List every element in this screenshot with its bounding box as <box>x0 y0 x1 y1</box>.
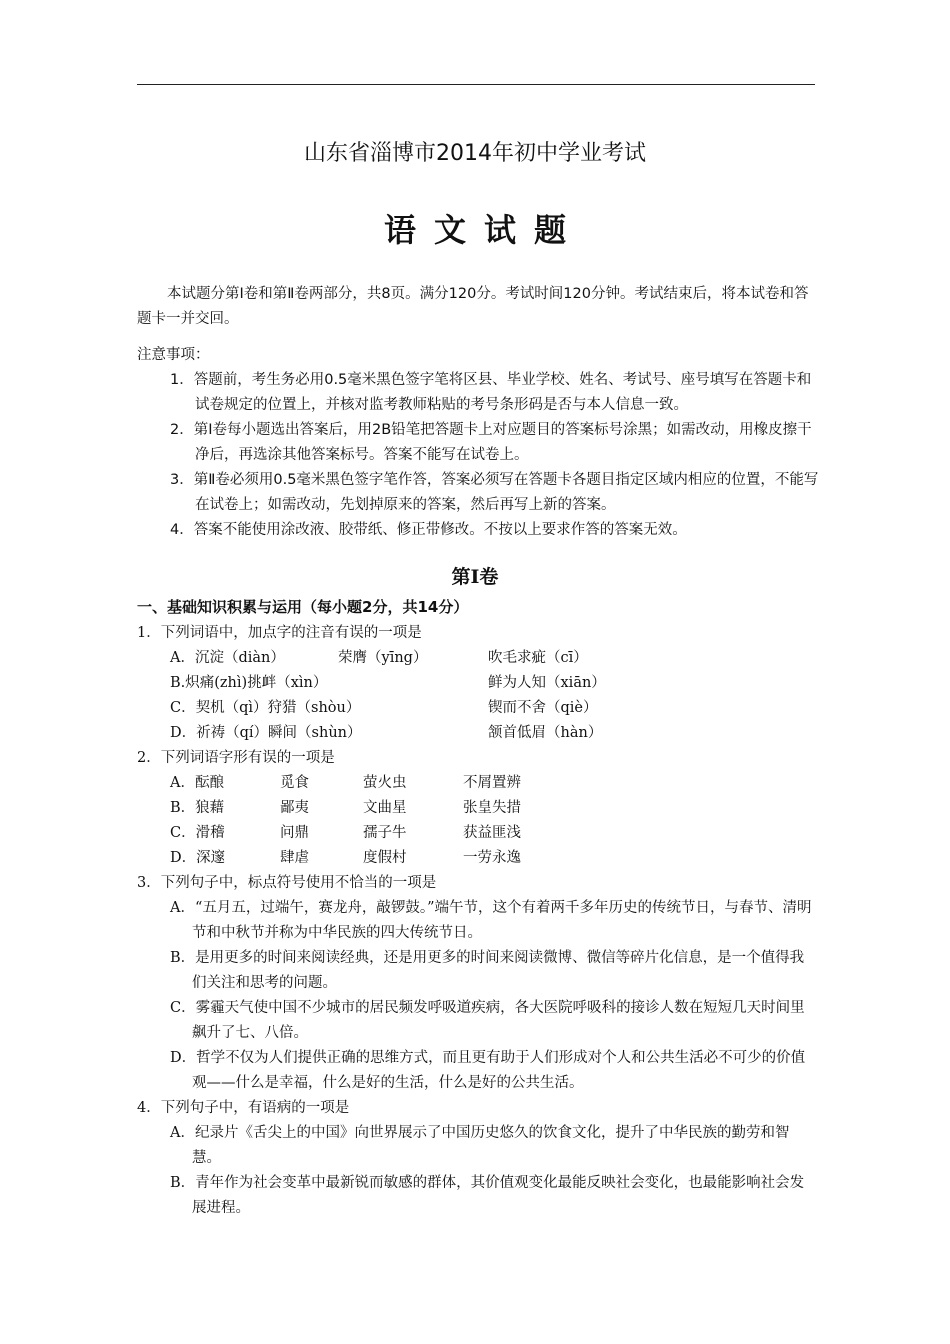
q2-cell: D．深邃 <box>170 850 226 866</box>
notice-item: 4．答案不能使用涂改液、胶带纸、修正带修改。不按以上要求作答的答案无效。 <box>170 522 687 538</box>
exam-subtitle: 语文试题 <box>383 211 584 249</box>
question-3-stem: 3．下列句子中，标点符号使用不恰当的一项是 <box>137 875 437 891</box>
q1-cell: C．契机（qì）狩猎（shòu） <box>170 700 361 716</box>
q3-option: A．“五月五，过端午，赛龙舟，敲锣鼓。”端午节，这个有着两千多年历史的传统节日，与春节、清明节和中秋节并称为中华民族的四大传统节日。 <box>170 900 812 941</box>
q2-cell: 获益匪浅 <box>463 825 521 841</box>
notice-item: 2．第Ⅰ卷每小题选出答案后，用2B铅笔把答题卡上对应题目的答案标号涂黑；如需改动，用橡皮擦干净后，再选涂其他答案标号。答案不能写在试卷上。 <box>170 422 812 463</box>
q1-cell: D．祈祷（qí）瞬间（shùn） <box>170 725 362 741</box>
q4-option: A．纪录片《舌尖上的中国》向世界展示了中国历史悠久的饮食文化，提升了中华民族的勤劳和智慧。 <box>170 1125 790 1166</box>
q2-cell: 度假村 <box>363 850 407 866</box>
question-2-stem: 2．下列词语字形有误的一项是 <box>137 750 335 766</box>
q2-cell: 觅食 <box>280 775 309 791</box>
q2-cell: 孺子牛 <box>363 825 407 841</box>
notice-list <box>170 368 820 543</box>
q2-cell: C．滑稽 <box>170 825 225 841</box>
q2-cell: A．酝酿 <box>170 775 224 791</box>
intro-paragraph: 本试题分第Ⅰ卷和第Ⅱ卷两部分，共8页。满分120分。考试时间120分钟。考试结束后，将本试卷和答题卡一并交回。 <box>137 286 809 327</box>
exam-title: 山东省淄博市2014年初中学业考试 <box>304 141 646 166</box>
q2-cell: 问鼎 <box>280 825 309 841</box>
q2-cell: 张皇失措 <box>463 800 521 816</box>
notice-item: 3．第Ⅱ卷必须用0.5毫米黑色签字笔作答，答案必须写在答题卡各题目指定区域内相应的位置，不能写在试卷上；如需改动，先划掉原来的答案，然后再写上新的答案。 <box>170 472 819 513</box>
notice-heading: 注意事项： <box>137 347 210 363</box>
q2-cell: 不屑置辨 <box>463 775 521 791</box>
top-rule <box>137 84 815 85</box>
q2-cell: 鄙夷 <box>280 800 309 816</box>
q1-cell: 锲而不舍（qiè） <box>488 700 598 716</box>
notice-item: 1．答题前，考生务必用0.5毫米黑色签字笔将区县、毕业学校、姓名、考试号、座号填写在答题卡和试卷规定的位置上，并核对监考教师粘贴的考号条形码是否与本人信息一致。 <box>170 372 812 413</box>
q1-cell: 荣膺（yīng） <box>338 650 428 666</box>
q3-option: C．雾霾天气使中国不少城市的居民频发呼吸道疾病，各大医院呼吸科的接诊人数在短短几天时间里飙升了七、八倍。 <box>170 1000 805 1041</box>
q1-cell: A．沉淀（diàn） <box>170 650 285 666</box>
q3-option: B．是用更多的时间来阅读经典，还是用更多的时间来阅读微博、微信等碎片化信息，是一个值得我们关注和思考的问题。 <box>170 950 805 991</box>
question-1-stem: 1．下列词语中，加点字的注音有误的一项是 <box>137 625 422 641</box>
q2-cell: 萤火虫 <box>363 775 407 791</box>
q2-cell: 肆虐 <box>280 850 309 866</box>
q1-cell: 鲜为人知（xiān） <box>488 675 606 691</box>
q1-cell: 吹毛求疵（cī） <box>488 650 588 666</box>
q2-cell: B．狼藉 <box>170 800 225 816</box>
question-4-stem: 4．下列句子中，有语病的一项是 <box>137 1100 350 1116</box>
volume-heading: 第Ⅰ卷 <box>451 566 499 588</box>
q4-option: B．青年作为社会变革中最新锐而敏感的群体，其价值观变化最能反映社会变化，也最能影响社会发展进程。 <box>170 1175 805 1216</box>
q1-cell: 颔首低眉（hàn） <box>488 725 603 741</box>
q3-option: D．哲学不仅为人们提供正确的思维方式，而且更有助于人们形成对个人和公共生活必不可少的价值观——什么是幸福，什么是好的生活，什么是好的公共生活。 <box>170 1050 806 1091</box>
section-heading: 一、基础知识积累与运用（每小题2分，共14分） <box>137 598 469 616</box>
q1-cell: B.炽痛(zhì)挑衅（xìn） <box>170 675 328 691</box>
q2-cell: 一劳永逸 <box>463 850 521 866</box>
q2-cell: 文曲星 <box>363 800 407 816</box>
